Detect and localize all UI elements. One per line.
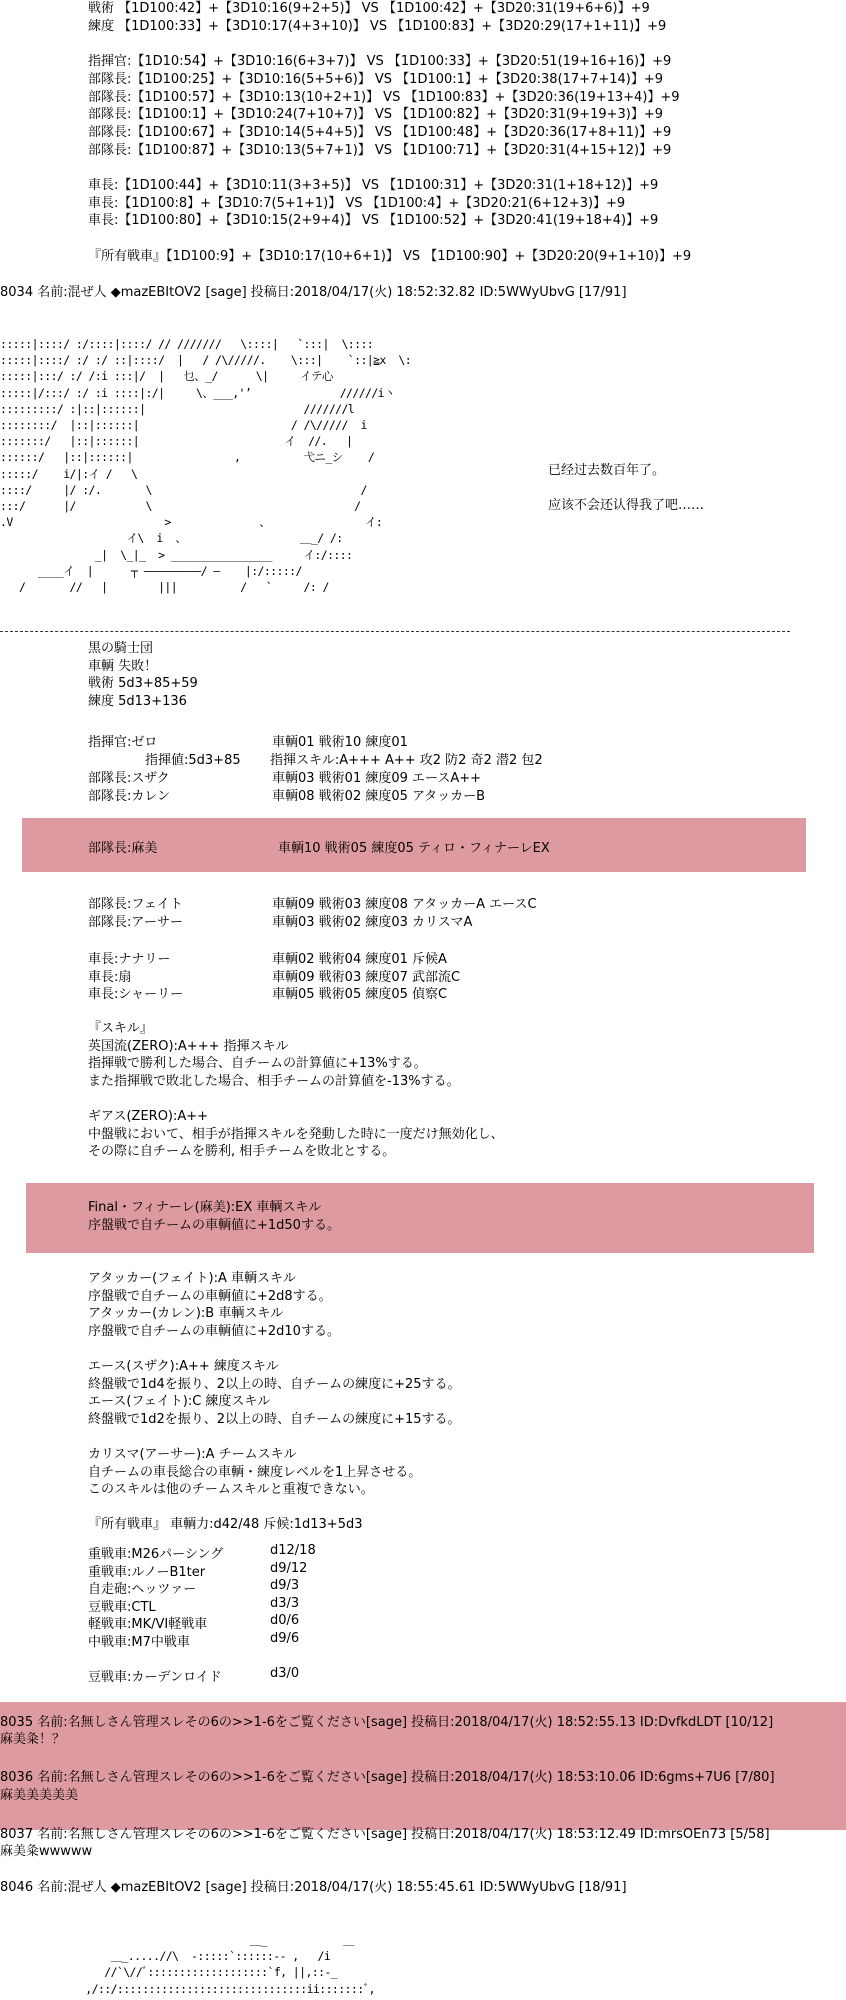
skill-line: このスキルは他のチームスキルと重複できない。 — [88, 1482, 374, 1498]
skill-line: 終盤戦で1d4を振り、2以上の時、自チームの練度に+25する。 — [88, 1376, 461, 1392]
skill-line: 『所有戦車』 車輌力:d42/48 斥候:1d13+5d3 — [88, 1517, 363, 1533]
team-line: 練度 5d13+136 — [88, 693, 187, 709]
dice-line: 車長:【1D100:80】+【3D10:15(2+9+4)】 VS 【1D100:52】+【3D20:41(19+18+4)】+9 — [88, 213, 659, 229]
skill-line: カリスマ(アーサー):A チームスキル — [88, 1447, 297, 1462]
commander-role: 指揮官:ゼロ — [88, 735, 158, 750]
tank-val: d3/0 — [270, 1666, 300, 1682]
unit-stats: 車輌08 戦術02 練度05 アタッカーB — [272, 788, 486, 804]
commander-stats: 車輌01 戦術10 練度01 — [272, 735, 408, 750]
aa-caption-1: 已经过去数百年了。 — [548, 463, 666, 478]
unit-role: 車長:扇 — [88, 969, 132, 985]
unit-stats: 車輌09 戦術03 練度08 アタッカーA エースC — [272, 897, 537, 912]
skill-line: 『スキル』 — [88, 1021, 153, 1036]
tank-name: 豆戦車:CTL — [88, 1599, 156, 1615]
unit-role: 部隊長:アーサー — [88, 914, 183, 930]
reply-8037-body: 麻美粂wwwww — [0, 1844, 93, 1859]
unit-stats: 車輌03 戦術01 練度09 エースA++ — [272, 771, 482, 786]
skill-line: 終盤戦で1d2を振り、2以上の時、自チームの練度に+15する。 — [88, 1411, 461, 1427]
dice-line: 戦術 【1D100:42】+【3D10:16(9+2+5)】 VS 【1D100:42】+【3D20:31(19+6+6)】+9 — [88, 1, 650, 16]
tank-val: d3/3 — [270, 1595, 300, 1611]
skill-line: 自チームの車長総合の車輌・練度レベルを1上昇させる。 — [88, 1464, 422, 1480]
skill-line: 序盤戦で自チームの車輌値に+2d10する。 — [88, 1323, 340, 1339]
unit-role: 車長:ナナリー — [88, 952, 171, 967]
skill-line: アタッカー(カレン):B 車輌スキル — [88, 1306, 284, 1322]
tank-name: 中戦車:M7中戦車 — [88, 1635, 190, 1650]
tank-name: 軽戦車:MK/VI軽戦車 — [88, 1617, 208, 1633]
team-line: 車輌 失敗！ — [88, 658, 158, 674]
dice-line: 部隊長:【1D100:1】+【3D10:24(7+10+7)】 VS 【1D100:82】+【3D20:31(9+19+3)】+9 — [88, 107, 664, 123]
tank-name: 自走砲:ヘッツァー — [88, 1582, 197, 1598]
unit-role: 車長:シャーリー — [88, 987, 184, 1002]
tank-name: 重戦車:M26パーシング — [88, 1547, 224, 1562]
ascii-art-knight: :::::|::::/ :/::::|::::/ // /////// \::::| `:::| \:::: :::::|::::/ :/ :/ ::|::::/ | / /\/////. \:::| `::|≧x \: :::::|:::/ :/ /:i :::|/ | 乜、_/ \| イテ心 :::::|/:::/ :/ :i ::::|:/| \、___,'’ //////i丶 :::::::::/ :|::|::::::| ///////l ::::::::/ |::|::::::| / /\///// i :::::::/ |::|::::::| イ //. | ::::::/ |::|::::::| , 弋ニ_シ / :::::/ i/|:イ / \ ::::/ |/ :/. \ / :::/ |/ \ / .V > 、 イ: イ\ i 、 ＿_/ /: _| \_|_ > ________________ イ:/:::: ____イ | ┬ ―――――――――/ ― |:/:::::/ / // | ||| / ` /: / — [0, 337, 412, 595]
ascii-art-bottom: ＿_ ＿ ＿_.....//\ -:::::`::::::-- , /i //`\//ﾞ:::::::::::::::::::`f, ||,::-_ ,/::/::::::::::::::::::::::::::::::ii:::::::ﾞ, — [85, 1933, 376, 1996]
dice-line: 部隊長:【1D100:87】+【3D10:13(5+7+1)】 VS 【1D100:71】+【3D20:31(4+15+12)】+9 — [88, 142, 672, 158]
aa-caption-2: 应该不会还认得我了吧…… — [548, 498, 705, 513]
reply-8036-header: 8036 名前:名無しさん管理スレその6の>>1-6をご覧ください[sage] 投稿日:2018/04/17(火) 18:53:10.06 ID:6gms+7U6 [7/80] — [0, 1770, 775, 1785]
reply-8035-header: 8035 名前:名無しさん管理スレその6の>>1-6をご覧ください[sage] 投稿日:2018/04/17(火) 18:52:55.13 ID:DvfkdLDT [10/12] — [0, 1715, 774, 1730]
unit-role: 部隊長:カレン — [88, 788, 171, 804]
skill-line: エース(フェイト):C 練度スキル — [88, 1394, 271, 1410]
dice-line: 車長:【1D100:44】+【3D10:11(3+3+5)】 VS 【1D100:31】+【3D20:31(1+18+12)】+9 — [88, 178, 659, 193]
skill-line: 英国流(ZERO):A+++ 指揮スキル — [88, 1038, 289, 1054]
unit-stats: 車輌02 戦術04 練度01 斥候A — [272, 952, 447, 967]
skill-line: また指揮戦で敗北した場合、相手チームの計算値を-13%する。 — [88, 1073, 460, 1089]
tank-name: 重戦車:ルノーB1ter — [88, 1564, 206, 1580]
dice-line: 指揮官:【1D10:54】+【3D10:16(6+3+7)】 VS 【1D100:33】+【3D20:51(19+16+16)】+9 — [88, 54, 672, 70]
reply-8037-header: 8037 名前:名無しさん管理スレその6の>>1-6をご覧ください[sage] 投稿日:2018/04/17(火) 18:53:12.49 ID:mrsOEn73 [5/58] — [0, 1827, 770, 1842]
unit-stats: 車輌03 戦術02 練度03 カリスマA — [272, 914, 473, 930]
unit-role: 部隊長:フェイト — [88, 897, 183, 912]
skill-highlight-line: 序盤戦で自チームの車輌値に+1d50する。 — [88, 1217, 340, 1233]
unit-role: 部隊長:スザク — [88, 771, 170, 786]
unit-stats: 車輌05 戦術05 練度05 偵察C — [272, 987, 448, 1002]
dice-line: 車長:【1D100:8】+【3D10:7(5+1+1)】 VS 【1D100:4】+【3D20:21(6+12+3)】+9 — [88, 195, 626, 211]
commander-skill: 指揮スキル:A+++ A++ 攻2 防2 奇2 潜2 包2 — [270, 753, 543, 768]
dice-line: 部隊長:【1D100:67】+【3D10:14(5+4+5)】 VS 【1D100:48】+【3D20:36(17+8+11)】+9 — [88, 124, 672, 140]
separator-line — [0, 631, 790, 632]
tank-val: d12/18 — [270, 1543, 316, 1558]
skill-line: 指揮戦で勝利した場合、自チームの計算値に+13%する。 — [88, 1056, 427, 1072]
dice-line: 部隊長:【1D100:57】+【3D10:13(10+2+1)】 VS 【1D100:83】+【3D20:36(19+13+4)】+9 — [88, 89, 680, 105]
dice-line: 部隊長:【1D100:25】+【3D10:16(5+5+6)】 VS 【1D100:1】+【3D20:38(17+7+14)】+9 — [88, 71, 664, 87]
commander-value: 指揮値:5d3+85 — [145, 753, 241, 768]
reply-8036-body: 麻美美美美美 — [0, 1788, 79, 1803]
skill-highlight-line: Final・フィナーレ(麻美):EX 車輌スキル — [88, 1200, 322, 1215]
tank-val: d9/6 — [270, 1631, 300, 1646]
reply-8035-body: 麻美粂！？ — [0, 1732, 66, 1747]
highlight-unit-stats: 車輌10 戦術05 練度05 ティロ・フィナーレEX — [278, 841, 550, 856]
highlight-unit-role: 部隊長:麻美 — [88, 841, 158, 856]
skill-line: 中盤戦において、相手が指揮スキルを発動した時に一度だけ無効化し、 — [88, 1126, 504, 1142]
tank-val: d0/6 — [270, 1613, 300, 1629]
skill-line: 序盤戦で自チームの車輌値に+2d8する。 — [88, 1288, 332, 1304]
unit-stats: 車輌09 戦術03 練度07 武部流C — [272, 969, 461, 985]
skill-line: ギアス(ZERO):A++ — [88, 1109, 209, 1124]
post-8034-header: 8034 名前:混ぜ人 ◆mazEBItOV2 [sage] 投稿日:2018/04/17(火) 18:52:32.82 ID:5WWyUbvG [17/91] — [0, 285, 627, 300]
post-8046-header: 8046 名前:混ぜ人 ◆mazEBItOV2 [sage] 投稿日:2018/04/17(火) 18:55:45.61 ID:5WWyUbvG [18/91] — [0, 1880, 627, 1895]
skill-line: エース(スザク):A++ 練度スキル — [88, 1359, 279, 1374]
dice-line: 練度 【1D100:33】+【3D10:17(4+3+10)】 VS 【1D100:83】+【3D20:29(17+1+11)】+9 — [88, 18, 667, 34]
skill-line: アタッカー(フェイト):A 車輌スキル — [88, 1271, 296, 1286]
team-line: 黒の騎士団 — [88, 641, 154, 656]
dice-line: 『所有戦車』【1D100:9】+【3D10:17(10+6+1)】 VS 【1D100:90】+【3D20:20(9+1+10)】+9 — [88, 248, 692, 264]
team-line: 戦術 5d3+85+59 — [88, 676, 198, 691]
tank-val: d9/12 — [270, 1560, 308, 1576]
skill-line: その際に自チームを勝利, 相手チームを敗北とする。 — [88, 1144, 396, 1160]
tank-val: d9/3 — [270, 1578, 300, 1594]
tank-name: 豆戦車:カーデンロイド — [88, 1670, 222, 1686]
